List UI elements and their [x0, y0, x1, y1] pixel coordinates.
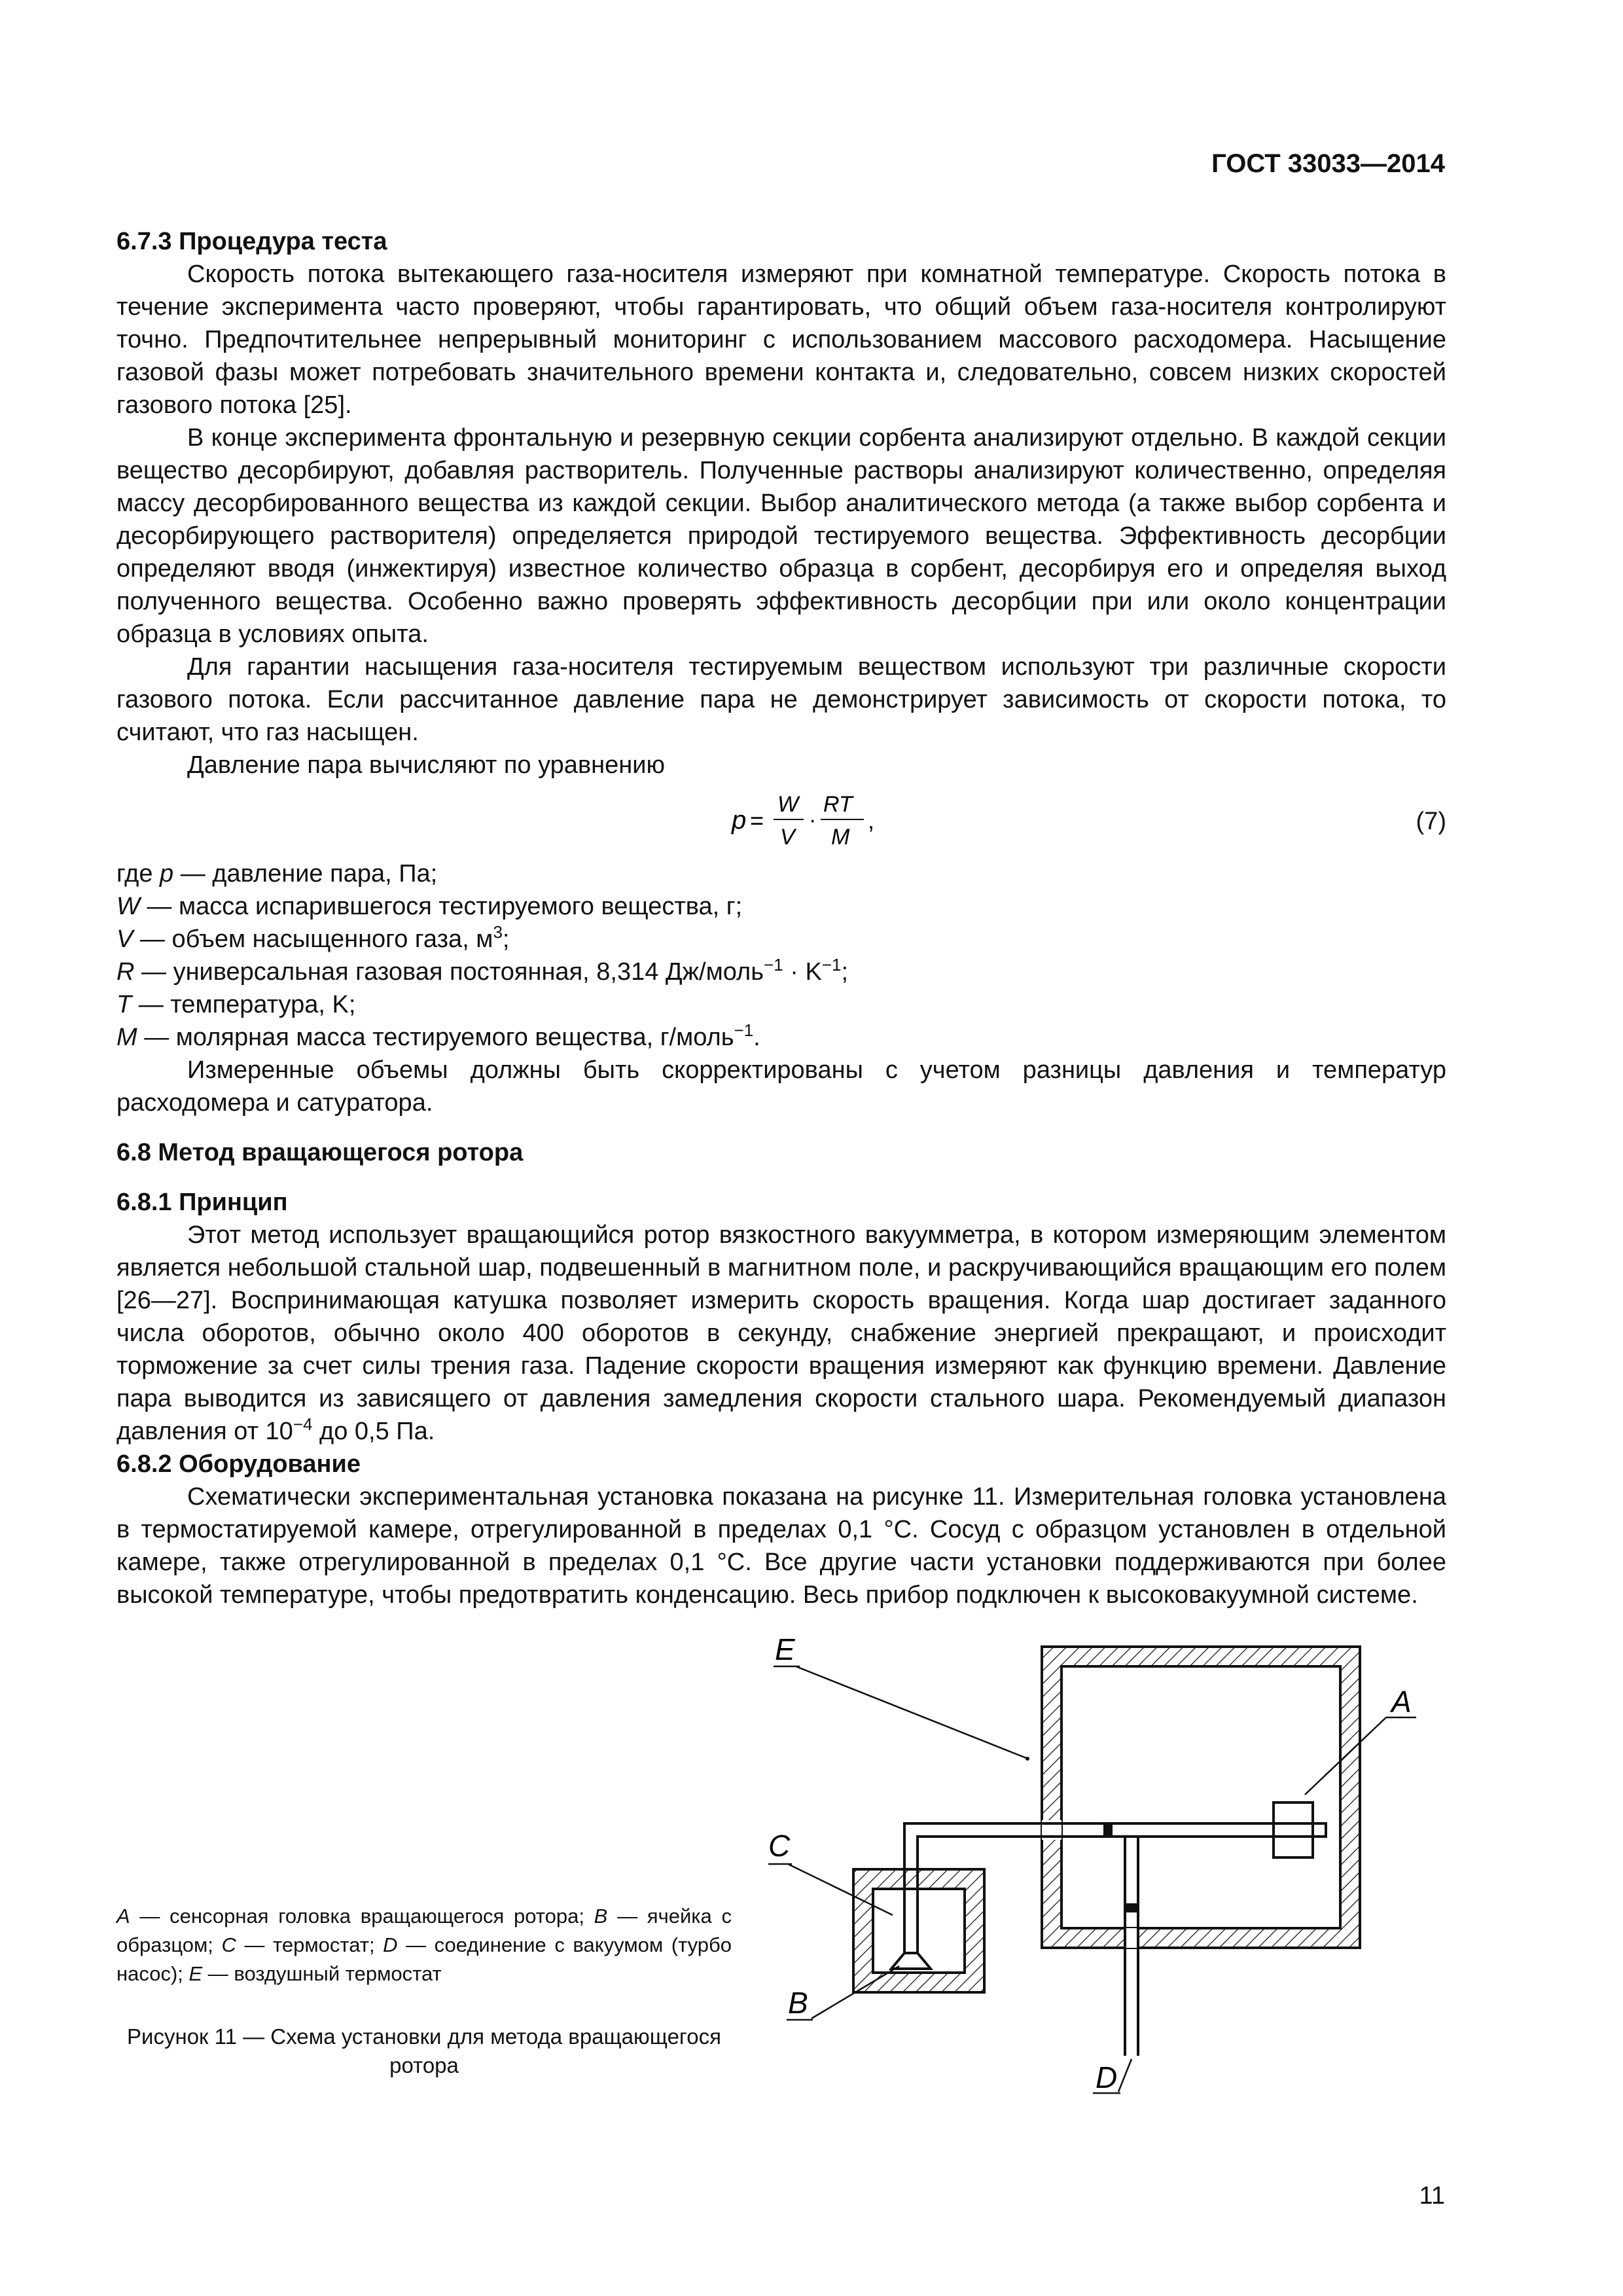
sensor-head [1274, 1803, 1313, 1857]
formula-numerator-rt: RT [823, 792, 853, 817]
formula-numerator-w: W [777, 792, 799, 817]
paragraph [116, 1219, 1446, 1448]
vapor-pressure-equation [692, 785, 954, 857]
legend-text: — ячейка с образцом; [116, 1905, 732, 1956]
valve [1103, 1823, 1113, 1837]
paragraph-text: до 0,5 Па. [312, 1418, 435, 1445]
symbol-t: T [116, 991, 132, 1018]
definition-text: — объем насыщенного газа, м [133, 925, 493, 953]
tube-end [1313, 1823, 1326, 1837]
punctuation: ; [502, 925, 510, 953]
section-6-8-title: 6.8 Метод вращающегося ротора [116, 1139, 524, 1166]
legend-text: — термостат; [236, 1933, 383, 1956]
symbol-v: V [116, 925, 134, 953]
legend-symbol: B [594, 1905, 608, 1928]
definition-m [116, 1021, 1446, 1054]
legend-text: — сенсорная головка вращающегося ротора; [130, 1905, 594, 1928]
symbol-r: R [116, 958, 135, 986]
definition-text: — температура, K; [132, 991, 356, 1018]
punctuation: . [753, 1024, 760, 1051]
page-number: 11 [1419, 2182, 1445, 2210]
superscript: 3 [493, 922, 503, 942]
paragraph: Для гарантии насыщения газа-носителя тестируемым веществом используют три различные скорости газового потока. Если рассчитанное давление пара не демонстрирует зависимость от скорости потока, то считают, что газ насыщен. [116, 653, 1446, 746]
definition-text: — молярная масса тестируемого вещества, г/моль [137, 1024, 734, 1051]
symbol-m: M [116, 1024, 137, 1051]
definition-w [116, 890, 1446, 923]
label-a: A [1391, 1685, 1412, 1719]
superscript: −1 [764, 955, 783, 975]
legend-symbol: C [221, 1933, 236, 1956]
leader-point [1026, 1757, 1029, 1761]
legend-symbol: D [383, 1933, 398, 1956]
leader-line-d [1118, 2059, 1132, 2092]
section-6-7-3-title: 6.7.3 Процедура теста [116, 228, 387, 255]
leader-line-e [796, 1666, 1026, 1758]
symbol-p: p [160, 860, 174, 888]
air-thermostat-frame [1042, 1647, 1360, 1948]
paragraph: В конце эксперимента фронтальную и резервную секции сорбента анализируют отдельно. В каждой секции вещество десорбируют, добавляя растворитель. Полученные растворы анализируют количественно, определяя массу десорбированного вещества из каждой секции. Выбор аналитического метода (а также выбор сорбента и десорбирующего растворителя) определяется природой тестируемого вещества. Эффективность десорбции определяют вводя (инжектируя) известное количество образца в сорбент, десорбируя его и определяя выход полученного вещества. Особенно важно проверять эффективность десорбции при или около концентрации образца в условиях опыта. [116, 424, 1446, 648]
formula-dot: · [809, 808, 817, 833]
formula-7 [116, 785, 1446, 857]
legend-symbol: A [116, 1905, 130, 1928]
rotor-setup-diagram [768, 1634, 1446, 2118]
formula-comma: , [868, 807, 875, 834]
legend-text: — воздушный термостат [202, 1962, 442, 1985]
figure-legend [116, 1902, 732, 1988]
figure-11 [116, 1634, 1446, 2118]
section-6-8-1-title: 6.8.1 Принцип [116, 1189, 288, 1216]
definition-v [116, 923, 1446, 956]
valve [1125, 1903, 1138, 1912]
label-d: D [1096, 2060, 1118, 2094]
superscript: −1 [821, 955, 842, 975]
formula-denominator-v: V [780, 825, 795, 850]
paragraph: Измеренные объемы должны быть скорректированы с учетом разницы давления и температур расходомера и сатуратора. [116, 1056, 1446, 1117]
legend-symbol: E [188, 1962, 203, 1985]
legend-text: — соединение с вакуумом (турбо насос); [116, 1933, 732, 1985]
equation-number: (7) [1416, 808, 1446, 835]
paragraph: Давление пара вычисляют по уравнению [187, 751, 665, 779]
definition-text: — давление пара, Па; [180, 860, 438, 888]
paragraph: Скорость потока вытекающего газа-носителя измеряют при комнатной температуре. Скорость потока в течение эксперимента часто проверяют, чтобы гарантировать, что общий объем газа-носителя контролируют точно. Предпочтительнее непрерывный мониторинг с использованием массового расходомера. Насыщение газовой фазы может потребовать значительного времени контакта и, следовательно, совсем низких скоростей газового потока [25]. [116, 260, 1446, 419]
wall-gap [1125, 1928, 1138, 1948]
paragraph: Схематически экспериментальная установка показана на рисунке 11. Измерительная головка установлена в термостатируемой камере, отрегулированной в пределах 0,1 °С. Сосуд с образцом установлен в отдельной камере, также отрегулированной в пределах 0,1 °С. Все другие части установки поддерживаются при более высокой температуре, чтобы предотвратить конденсацию. Весь прибор подключен к высоковакуумной системе. [116, 1483, 1446, 1609]
figure-caption: Рисунок 11 — Схема установки для метода вращающегося ротора [127, 2024, 721, 2077]
punctuation: ; [841, 958, 849, 986]
formula-equals: = [750, 807, 764, 834]
definition-text: — универсальная газовая постоянная, 8,314 Дж/моль [134, 958, 764, 986]
symbol-w: W [116, 893, 140, 920]
definition-t [116, 988, 1446, 1021]
definition-p [116, 857, 1446, 890]
main-text [116, 225, 1446, 1611]
formula-lhs: p [732, 806, 747, 834]
label-c: C [768, 1829, 791, 1863]
formula-denominator-m: M [831, 825, 850, 850]
section-6-8-2-title: 6.8.2 Оборудование [116, 1450, 361, 1478]
definition-r [116, 956, 1446, 988]
paragraph-text: Этот метод использует вращающийся ротор вязкостного вакуумметра, в котором измеряющим элементом является небольшой стальной шар, подвешенный в магнитном поле, и раскручивающийся вращающим его полем [26—27]. Воспринимающая катушка позволяет измерить скорость вращения. Когда шар достигает заданного числа оборотов, обычно около 400 оборотов в секунду, снабжение энергией прекращают, и происходит торможение за счет силы трения газа. Падение скорости вращения измеряют как функцию времени. Давление пара выводится из зависящего от давления замедления скорости стального шара. Рекомендуемый диапазон давления от 10 [116, 1221, 1446, 1445]
standard-header: ГОСТ 33033—2014 [1211, 149, 1445, 178]
superscript: −4 [293, 1414, 313, 1434]
where-word: где [116, 860, 153, 888]
definition-text: · K [783, 958, 822, 986]
definition-text: — масса испарившегося тестируемого вещества, г; [139, 893, 743, 920]
label-e: E [775, 1634, 795, 1666]
superscript: −1 [734, 1020, 754, 1040]
label-b: B [788, 1986, 808, 2020]
